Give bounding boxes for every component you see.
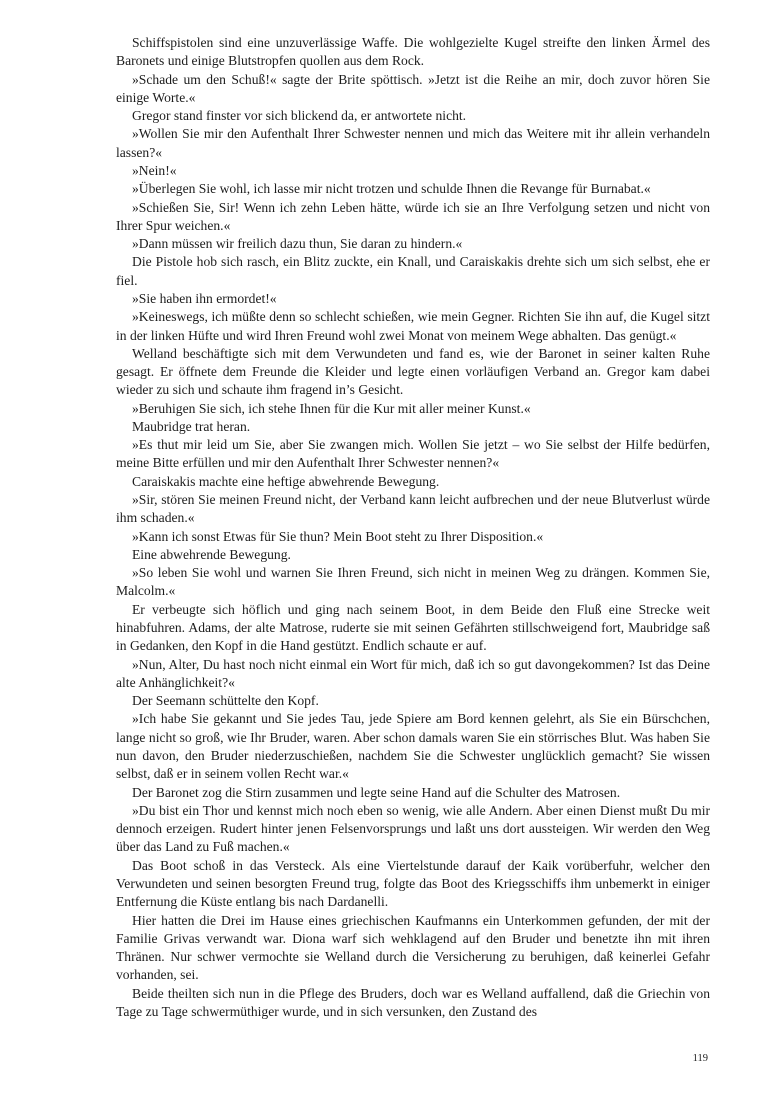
paragraph: »Du bist ein Thor und kennst mich noch eben so wenig, wie alle Andern. Aber einen Dienst mußt Du mir dennoch erzeigen. Rudert hinter jenen Felsenvorsprungs und laßt uns dort aussteigen. Wir werden den Weg über das Land zu Fuß machen.« bbox=[116, 802, 710, 855]
paragraph: »Sie haben ihn ermordet!« bbox=[132, 290, 277, 306]
paragraph: Die Pistole hob sich rasch, ein Blitz zuckte, ein Knall, und Caraiskakis drehte sich um sich selbst, ehe er fiel. bbox=[116, 254, 710, 288]
page-number: 119 bbox=[692, 1053, 708, 1064]
paragraph: Caraiskakis machte eine heftige abwehrende Bewegung. bbox=[132, 473, 440, 489]
paragraph: Er verbeugte sich höflich und ging nach seinem Boot, in dem Beide den Fluß eine Strecke weit hinabfuhren. Adams, der alte Matrose, ruderte sie mit seinen Gefährten stillschweigend fort, Maubridge saß in Gedanken, den Kopf in die Hand gestützt. Endlich schaute er auf. bbox=[116, 601, 710, 654]
paragraph: »Nun, Alter, Du hast noch nicht einmal ein Wort für mich, daß ich so gut davongekommen? Ist das Deine alte Anhänglichkeit?« bbox=[116, 656, 710, 690]
paragraph: Gregor stand finster vor sich blickend da, er antwortete nicht. bbox=[132, 108, 467, 124]
paragraph: Der Seemann schüttelte den Kopf. bbox=[132, 693, 319, 709]
paragraph: Eine abwehrende Bewegung. bbox=[132, 546, 291, 562]
paragraph: »So leben Sie wohl und warnen Sie Ihren Freund, sich nicht in meinen Weg zu drängen. Kommen Sie, Malcolm.« bbox=[116, 565, 710, 599]
paragraph: »Dann müssen wir freilich dazu thun, Sie daran zu hindern.« bbox=[132, 236, 463, 252]
paragraph: »Ich habe Sie gekannt und Sie jedes Tau, jede Spiere am Bord kennen gelehrt, als Sie ein Bürschchen, lange nicht so groß, wie Ihr Bruder, waren. Aber schon damals waren Sie ein störrisches Blut. Was haben Sie nun davon, den Bruder niederzuschießen, nachdem Sie die Schwester unglücklich gemacht? Sie wissen selbst, daß er in seinem vollen Recht war.« bbox=[116, 711, 710, 782]
paragraph: »Schießen Sie, Sir! Wenn ich zehn Leben hätte, würde ich sie an Ihre Verfolgung setzen und nicht von Ihrer Spur weichen.« bbox=[116, 199, 710, 233]
paragraph: »Es thut mir leid um Sie, aber Sie zwangen mich. Wollen Sie jetzt – wo Sie selbst der Hilfe bedürfen, meine Bitte erfüllen und mir den Aufenthalt Ihrer Schwester nennen?« bbox=[116, 437, 710, 471]
paragraph: »Sir, stören Sie meinen Freund nicht, der Verband kann leicht aufbrechen und der neue Blutverlust würde ihm schaden.« bbox=[116, 492, 710, 526]
paragraph: Beide theilten sich nun in die Pflege des Bruders, doch war es Welland auffallend, daß die Griechin von Tage zu Tage schwermüthiger wurde, und in sich versunken, den Zustand des bbox=[116, 985, 710, 1019]
paragraph: Schiffspistolen sind eine unzuverlässige Waffe. Die wohlgezielte Kugel streifte den linken Ärmel des Baronets und einige Blutstropfen quollen aus dem Rock. bbox=[116, 35, 710, 69]
page-text bbox=[116, 34, 710, 1021]
paragraph: »Wollen Sie mir den Aufenthalt Ihrer Schwester nennen und mich das Weitere mit ihr allein verhandeln lassen?« bbox=[116, 126, 710, 160]
paragraph: »Schade um den Schuß!« sagte der Brite spöttisch. »Jetzt ist die Reihe an mir, doch zuvor hören Sie einige Worte.« bbox=[116, 71, 710, 105]
paragraph: Welland beschäftigte sich mit dem Verwundeten und fand es, wie der Baronet in seiner kalten Ruhe gesagt. Er öffnete dem Freunde die Kleider und legte einen vorläufigen Verband an. Gregor kam dabei wieder zu sich und schaute ihm fragend in’s Gesicht. bbox=[116, 345, 710, 398]
paragraph: »Beruhigen Sie sich, ich stehe Ihnen für die Kur mit aller meiner Kunst.« bbox=[132, 400, 531, 416]
paragraph: Hier hatten die Drei im Hause eines griechischen Kaufmanns ein Unterkommen gefunden, der mit der Familie Grivas verwandt war. Diona warf sich wehklagend auf den Bruder und benetzte ihn mit ihren Thränen. Nur schwer vermochte sie Welland durch die Versicherung zu beruhigen, daß keinerlei Gefahr vorhanden, sei. bbox=[116, 912, 710, 983]
paragraph: Das Boot schoß in das Versteck. Als eine Viertelstunde darauf der Kaik vorüberfuhr, welcher den Verwundeten und seinen besorgten Freund trug, folgte das Boot des Kriegsschiffs ihm unbemerkt in einiger Entfernung die Küste entlang bis nach Dardanelli. bbox=[116, 857, 710, 910]
paragraph: »Überlegen Sie wohl, ich lasse mir nicht trotzen und schulde Ihnen die Revange für Burnabat.« bbox=[132, 181, 651, 197]
paragraph: Der Baronet zog die Stirn zusammen und legte seine Hand auf die Schulter des Matrosen. bbox=[132, 784, 621, 800]
paragraph: »Nein!« bbox=[132, 162, 177, 178]
paragraph: »Keineswegs, ich müßte denn so schlecht schießen, wie mein Gegner. Richten Sie ihn auf, die Kugel sitzt in der linken Hüfte und wird Ihren Freund wohl zwei Monat von meinem Wege abhalten. Das genügt.« bbox=[116, 309, 710, 343]
paragraph: Maubridge trat heran. bbox=[132, 418, 251, 434]
paragraph: »Kann ich sonst Etwas für Sie thun? Mein Boot steht zu Ihrer Disposition.« bbox=[132, 528, 544, 544]
